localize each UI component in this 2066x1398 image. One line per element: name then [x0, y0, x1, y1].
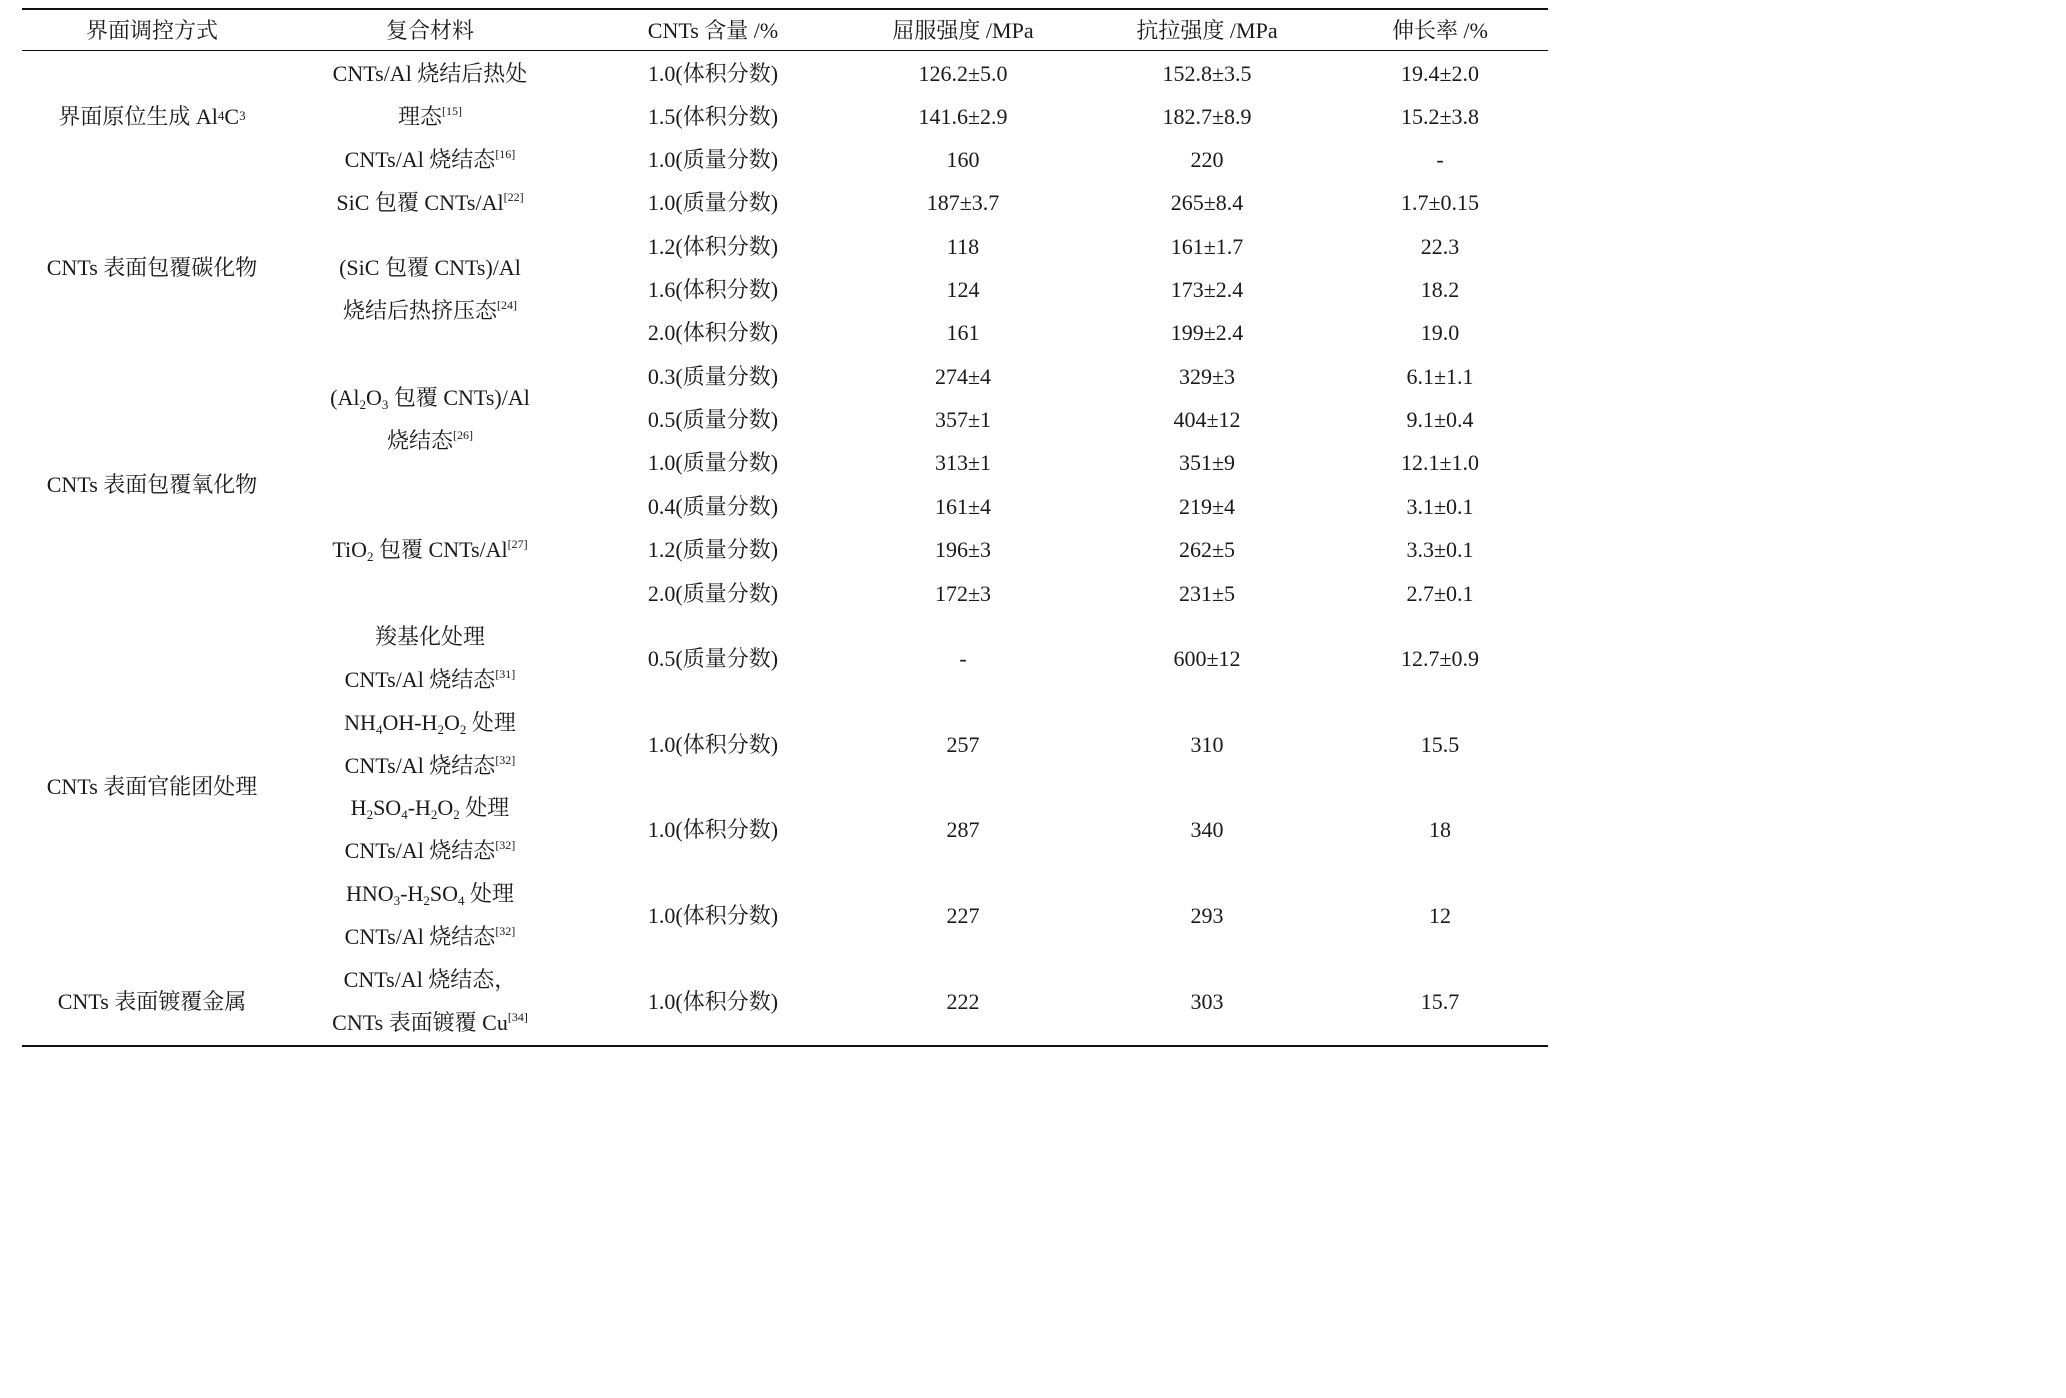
content-cell: 2.0(质量分数) — [647, 580, 779, 606]
material-cell: SiC 包覆 CNTs/Al[22] — [336, 189, 524, 215]
elongation-cell: 19.4±2.0 — [1400, 60, 1480, 86]
method-cell: CNTs 表面镀覆金属 — [57, 988, 247, 1014]
tensile-strength-cell: 161±1.7 — [1170, 233, 1244, 259]
yield-strength-cell: 196±3 — [934, 536, 992, 562]
material-cell: CNTs/Al 烧结态， CNTs 表面镀覆 Cu[34] — [332, 967, 528, 1035]
yield-strength-cell: 126.2±5.0 — [918, 60, 1008, 86]
content-cell: 1.5(体积分数) — [647, 103, 779, 129]
yield-strength-cell: - — [959, 645, 967, 671]
bottom-rule — [22, 1045, 1548, 1047]
content-cell: 1.6(体积分数) — [647, 276, 779, 302]
tensile-strength-cell: 329±3 — [1178, 363, 1236, 389]
material-cell: CNTs/Al 烧结后热处 理态[15] — [332, 61, 528, 129]
yield-strength-cell: 118 — [946, 233, 980, 259]
tensile-strength-cell: 220 — [1190, 146, 1224, 172]
elongation-cell: 3.3±0.1 — [1406, 536, 1474, 562]
elongation-cell: 2.7±0.1 — [1406, 580, 1474, 606]
content-cell: 1.0(体积分数) — [647, 60, 779, 86]
material-cell: ($Al_2O_3$ 包覆 CNTs)/Al 烧结态[26] — [330, 385, 530, 453]
content-cell: 2.0(体积分数) — [647, 319, 779, 345]
elongation-cell: 12.1±1.0 — [1400, 449, 1480, 475]
elongation-cell: 19.0 — [1420, 319, 1460, 345]
tensile-strength-cell: 303 — [1190, 988, 1224, 1014]
yield-strength-cell: 161±4 — [934, 493, 992, 519]
yield-strength-cell: 222 — [946, 988, 980, 1014]
tensile-strength-cell: 293 — [1190, 902, 1224, 928]
content-cell: 1.0(体积分数) — [647, 816, 779, 842]
elongation-cell: 15.2±3.8 — [1400, 103, 1480, 129]
elongation-cell: 1.7±0.15 — [1400, 189, 1480, 215]
elongation-cell: 18 — [1429, 816, 1451, 842]
yield-strength-cell: 257 — [946, 731, 980, 757]
method-cell: CNTs 表面包覆氧化物 — [46, 471, 258, 497]
content-cell: 1.2(质量分数) — [647, 536, 779, 562]
header-cell: CNTs 含量 /% — [647, 17, 779, 43]
tensile-strength-cell: 310 — [1190, 731, 1224, 757]
elongation-cell: 9.1±0.4 — [1406, 406, 1474, 432]
yield-strength-cell: 124 — [946, 276, 980, 302]
content-cell: 1.0(体积分数) — [647, 988, 779, 1014]
elongation-cell: 22.3 — [1420, 233, 1460, 259]
header-cell: 界面调控方式 — [85, 17, 218, 43]
yield-strength-cell: 313±1 — [934, 449, 992, 475]
content-cell: 1.0(质量分数) — [647, 189, 779, 215]
yield-strength-cell: 172±3 — [934, 580, 992, 606]
material-cell: CNTs/Al 烧结态[16] — [344, 146, 516, 172]
yield-strength-cell: 227 — [946, 902, 980, 928]
header-cell: 抗拉强度 /MPa — [1136, 17, 1278, 43]
header-cell: 伸长率 /% — [1392, 17, 1488, 43]
tensile-strength-cell: 231±5 — [1178, 580, 1236, 606]
elongation-cell: 12 — [1429, 902, 1451, 928]
elongation-cell: 3.1±0.1 — [1406, 493, 1474, 519]
tensile-strength-cell: 173±2.4 — [1170, 276, 1244, 302]
content-cell: 0.5(质量分数) — [647, 645, 779, 671]
elongation-cell: 18.2 — [1420, 276, 1460, 302]
content-cell: 0.5(质量分数) — [647, 406, 779, 432]
content-cell: 0.4(质量分数) — [647, 493, 779, 519]
content-cell: 1.0(质量分数) — [647, 449, 779, 475]
method-cell: CNTs 表面包覆碳化物 — [46, 254, 258, 280]
method-cell: 界面原位生成 Al 4 C 3 — [58, 103, 246, 129]
material-cell: (SiC 包覆 CNTs)/Al 烧结后热挤压态[24] — [339, 255, 521, 323]
elongation-cell: 6.1±1.1 — [1406, 363, 1474, 389]
content-cell: 1.2(体积分数) — [647, 233, 779, 259]
yield-strength-cell: 160 — [946, 146, 980, 172]
material-cell: $H_2SO_4-H_2O_2$ 处理 CNTs/Al 烧结态[32] — [344, 795, 516, 863]
yield-strength-cell: 287 — [946, 816, 980, 842]
content-cell: 1.0(体积分数) — [647, 902, 779, 928]
yield-strength-cell: 161 — [946, 319, 980, 345]
yield-strength-cell: 357±1 — [934, 406, 992, 432]
method-cell: CNTs 表面官能团处理 — [46, 773, 258, 799]
tensile-strength-cell: 265±8.4 — [1170, 189, 1244, 215]
content-cell: 0.3(质量分数) — [647, 363, 779, 389]
content-cell: 1.0(质量分数) — [647, 146, 779, 172]
elongation-cell: 15.5 — [1420, 731, 1460, 757]
tensile-strength-cell: 340 — [1190, 816, 1224, 842]
yield-strength-cell: 141.6±2.9 — [918, 103, 1008, 129]
header-cell: 屈服强度 /MPa — [892, 17, 1034, 43]
tensile-strength-cell: 351±9 — [1178, 449, 1236, 475]
elongation-cell: 15.7 — [1420, 988, 1460, 1014]
elongation-cell: - — [1436, 146, 1444, 172]
material-cell: $HNO_3-H_2SO_4$ 处理 CNTs/Al 烧结态[32] — [344, 881, 516, 949]
content-cell: 1.0(体积分数) — [647, 731, 779, 757]
material-cell: TiO$_2$ 包覆 CNTs/Al[27] — [332, 536, 528, 564]
yield-strength-cell: 187±3.7 — [926, 189, 1000, 215]
material-cell: 羧基化处理 CNTs/Al 烧结态[31] — [344, 624, 516, 692]
header-cell: 复合材料 — [385, 17, 474, 43]
tensile-strength-cell: 152.8±3.5 — [1162, 60, 1252, 86]
elongation-cell: 12.7±0.9 — [1400, 645, 1480, 671]
tensile-strength-cell: 199±2.4 — [1170, 319, 1244, 345]
yield-strength-cell: 274±4 — [934, 363, 992, 389]
tensile-strength-cell: 262±5 — [1178, 536, 1236, 562]
tensile-strength-cell: 219±4 — [1178, 493, 1236, 519]
tensile-strength-cell: 404±12 — [1173, 406, 1241, 432]
tensile-strength-cell: 600±12 — [1173, 645, 1241, 671]
material-cell: $NH_4OH-H_2O_2$ 处理 CNTs/Al 烧结态[32] — [344, 710, 516, 778]
tensile-strength-cell: 182.7±8.9 — [1162, 103, 1252, 129]
